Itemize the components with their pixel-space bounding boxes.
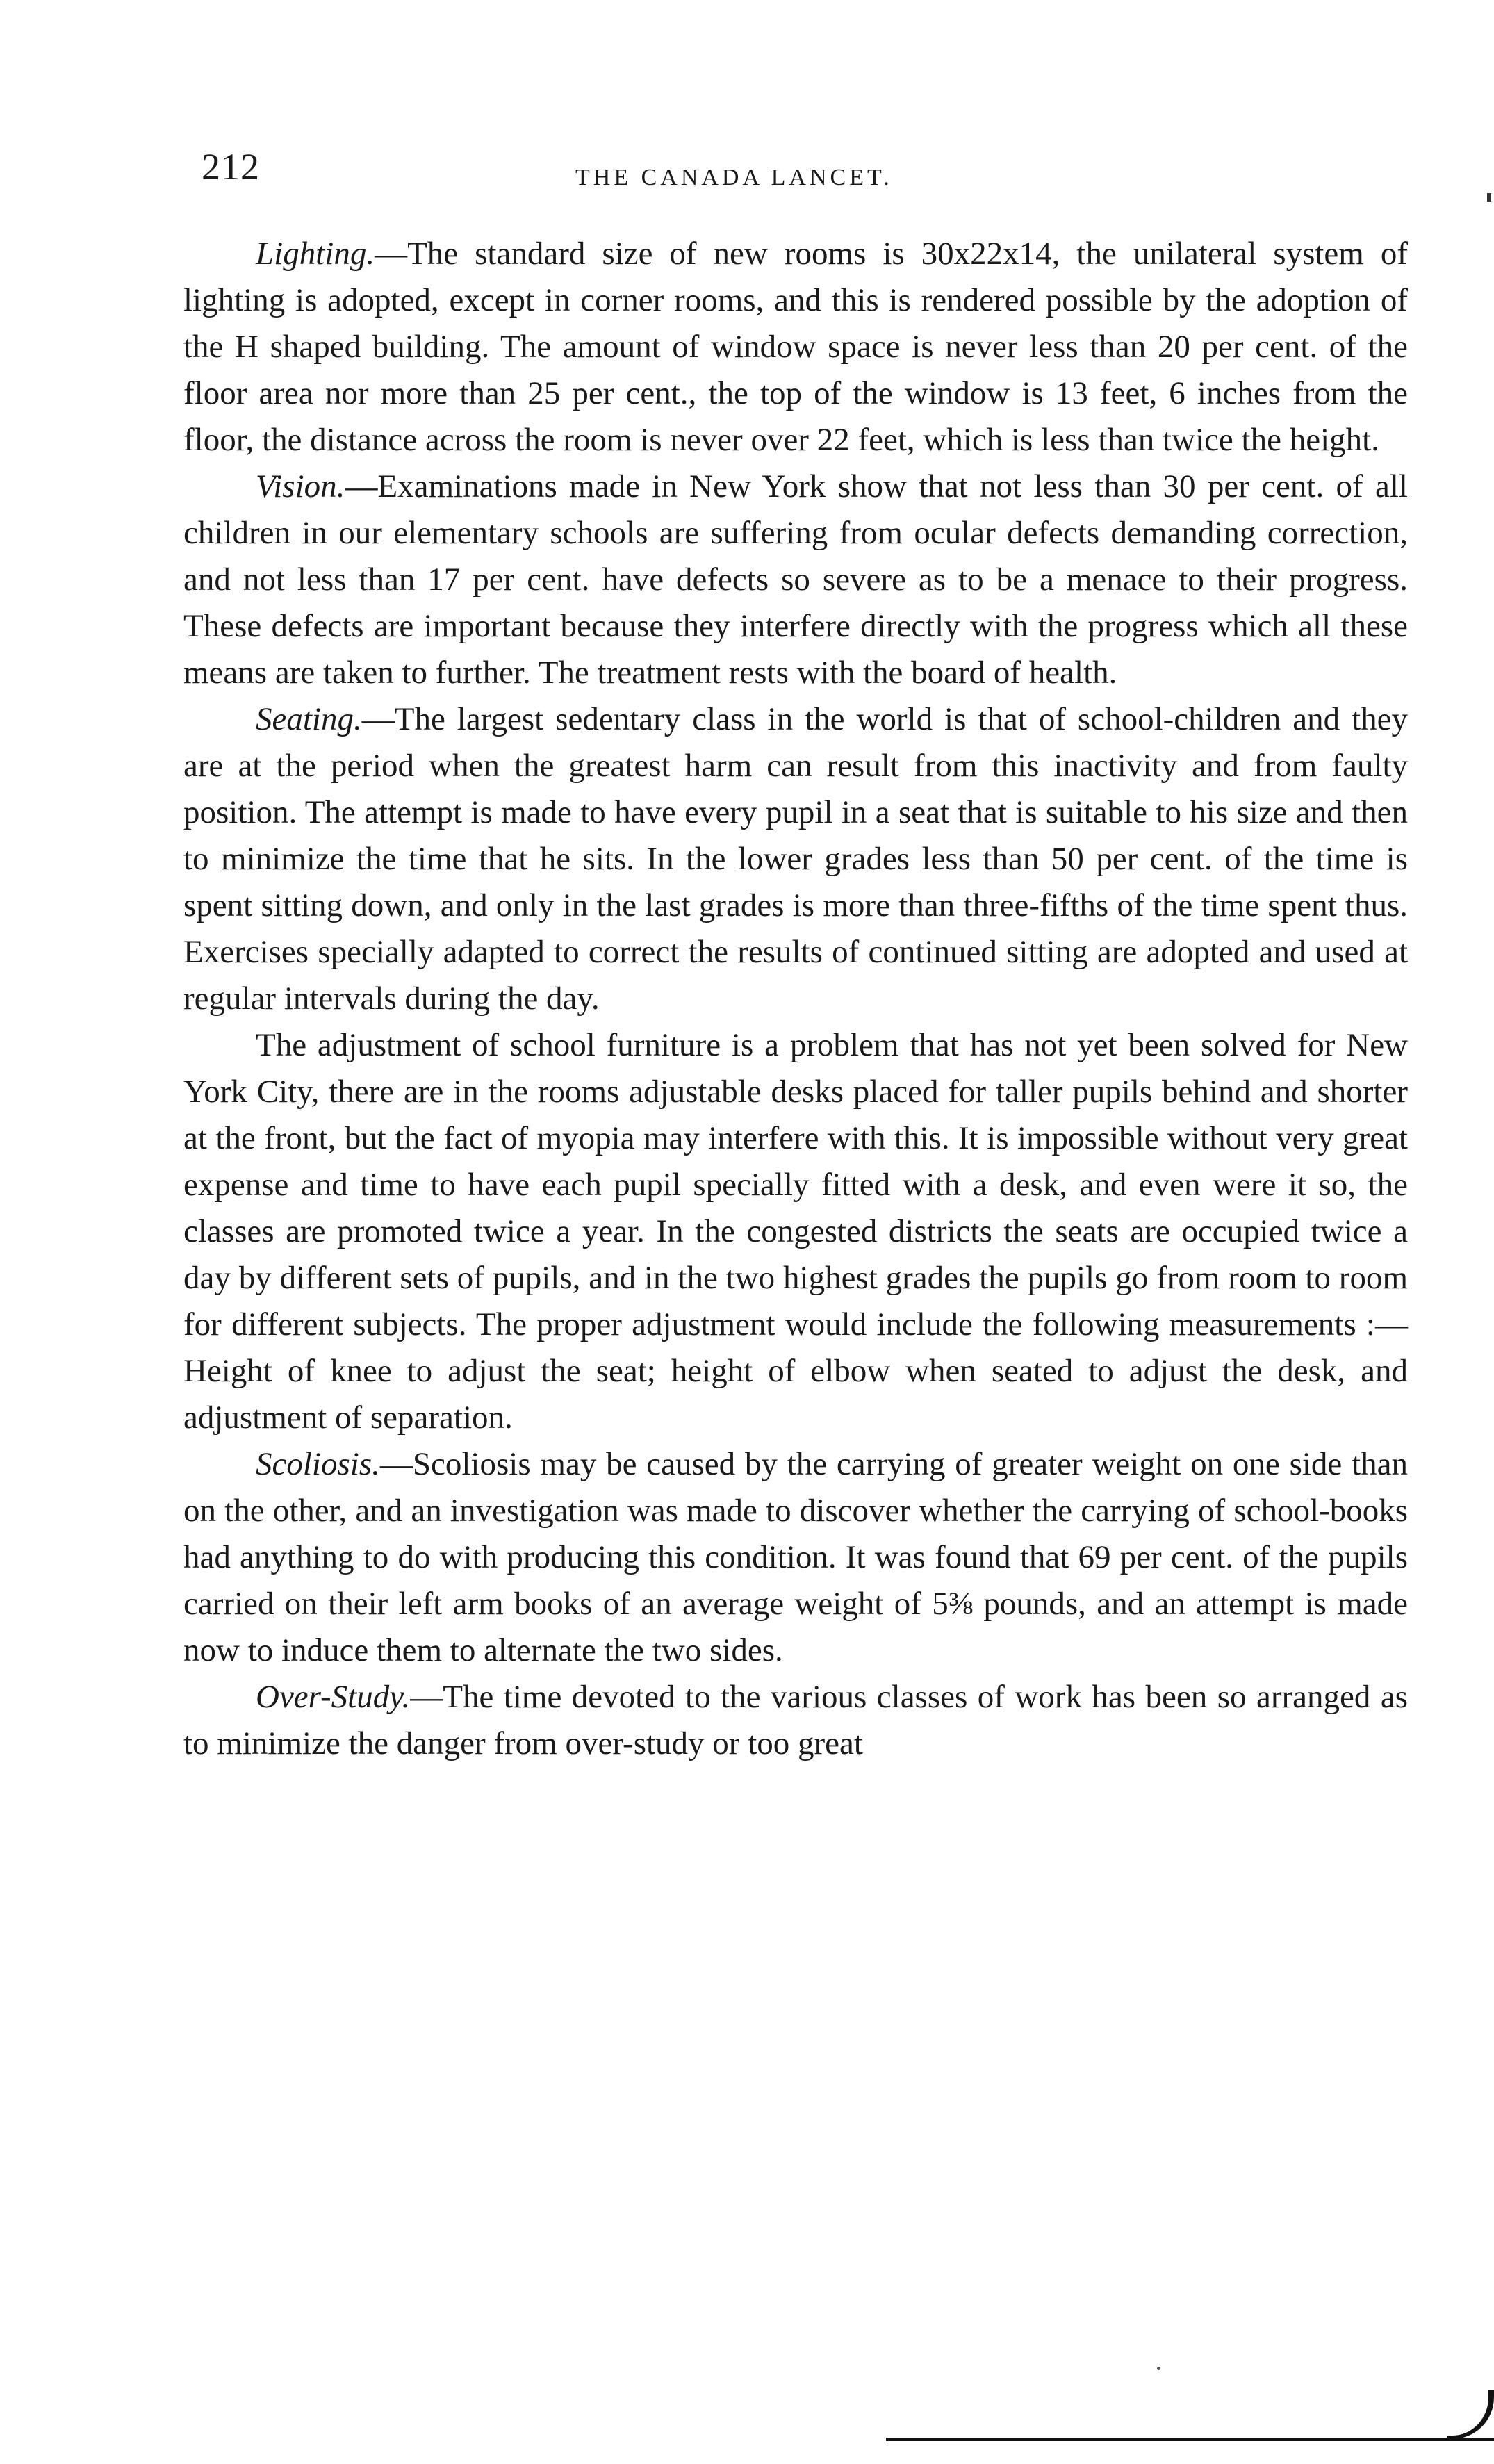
page-number: 212 <box>202 146 260 188</box>
paragraph-text: —The standard size of new rooms is 30x22x14, the unilateral system of lighting is adopted, except in corner rooms, and this is rendered possible by the adoption of the H shaped building. The amount of window space is never less than 20 per cent. of the floor area nor more than 25 per cent., the top of the window is 13 feet, 6 inches from the floor, the distance across the room is never over 22 feet, which is less than twice the height. <box>183 236 1408 458</box>
running-head: THE CANADA LANCET. <box>575 165 893 190</box>
paragraph-lighting <box>183 231 1408 463</box>
scan-speck <box>1157 2367 1160 2370</box>
scan-bottom-rule <box>886 2438 1494 2441</box>
run-in-heading: Vision. <box>256 468 345 504</box>
paragraph-vision <box>183 463 1408 696</box>
paragraph-text: —Scoliosis may be caused by the carrying of greater weight on one side than on the other, and an investigation was made to discover whether the carrying of school-books had anything to do with producing this condition. It was found that 69 per cent. of the pupils carried on their left arm books of an average weight of 5⅜ pounds, and an attempt is made now to induce them to alternate the two sides. <box>183 1446 1408 1668</box>
paragraph-text: —The largest sedentary class in the world is that of school-children and they are at the period when the greatest harm can result from this inactivity and from faulty position. The attempt is made to have every pupil in a seat that is suitable to his size and then to minimize the time that he sits. In the lower grades less than 50 per cent. of the time is spent sitting down, and only in the last grades is more than three-fifths of the time spent thus. Exercises specially adapted to correct the results of continued sitting are adopted and used at regular intervals during the day. <box>183 701 1408 1017</box>
paragraph-over-study <box>183 1674 1408 1767</box>
run-in-heading: Seating. <box>256 701 362 737</box>
page-curl-mark <box>1447 2390 1494 2439</box>
scan-edge-mark <box>1487 193 1491 202</box>
paragraph-text: —The time devoted to the various classes of work has been so arranged as to minimize the danger from over-study or too great <box>183 1679 1408 1761</box>
article-body <box>183 231 1408 1767</box>
paragraph-scoliosis <box>183 1441 1408 1674</box>
paragraph-text: —Examinations made in New York show that not less than 30 per cent. of all children in our elementary schools are suffering from ocular defects demanding correction, and not less than 17 per cent. have defects so severe as to be a menace to their progress. These defects are important because they interfere directly with the progress which all these means are taken to further. The treatment rests with the board of health. <box>183 468 1408 691</box>
paragraph-furniture <box>183 1022 1408 1441</box>
run-in-heading: Scoliosis. <box>256 1446 380 1482</box>
paragraph-text: The adjustment of school furniture is a problem that has not yet been solved for New York City, there are in the rooms adjustable desks placed for taller pupils behind and shorter at the front, but the fact of myopia may interfere with this. It is impossible without very great expense and time to have each pupil specially fitted with a desk, and even were it so, the classes are promoted twice a year. In the congested districts the seats are occupied twice a day by different sets of pupils, and in the two highest grades the pupils go from room to room for different subjects. The proper adjustment would include the following measurements :—Height of knee to adjust the seat; height of elbow when seated to adjust the desk, and adjustment of separation. <box>183 1027 1408 1436</box>
run-in-heading: Lighting. <box>256 236 375 272</box>
run-in-heading: Over-Study. <box>256 1679 411 1715</box>
paragraph-seating <box>183 696 1408 1022</box>
